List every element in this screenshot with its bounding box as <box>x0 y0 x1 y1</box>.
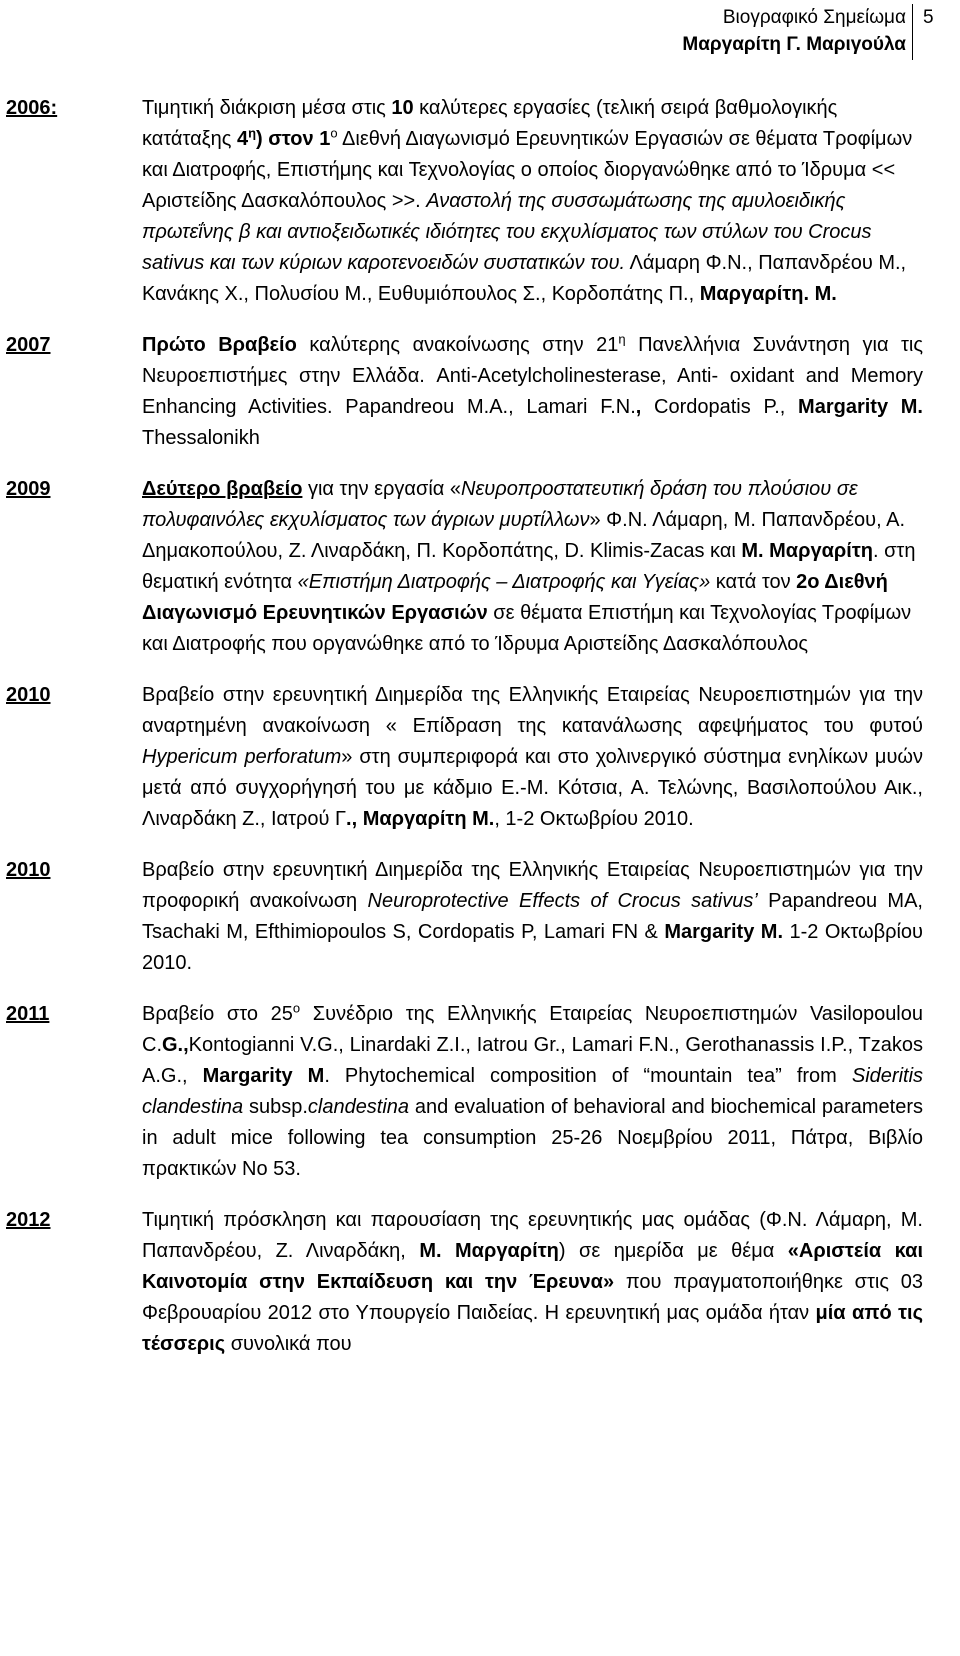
entry-text: Δεύτερο βραβείο για την εργασία «Νευροπροστατευτική δράση του πλούσιου σε πολυφαινόλες εκχυλίσματος των άγριων μυρτίλλων» Φ.Ν. Λάμαρη, Μ. Παπανδρέου, Α. Δημακοπούλου, Ζ. Λιναρδάκη, Π. Κορδοπάτης, D. Klimis-Zacas και Μ. Μαργαρίτη. στη θεματική ενότητα «Επιστήμη Διατροφής – Διατροφής και Υγείας» κατά τον 2ο Διεθνή Διαγωνισμό Ερευνητικών Εργασιών σε θέματα Επιστήμη και Τεχνολογίας Τροφίμων και Διατροφής που οργανώθηκε από το Ίδρυμα Αριστείδης Δασκαλόπουλος <box>142 478 916 655</box>
entry-text: Βραβείο στην ερευνητική Διημερίδα της Ελληνικής Εταιρείας Νευροεπιστημών για την αναρτημένη ανακοίνωση « Επίδραση της κατανάλωσης αφεψήματος του φυτού Hypericum perforatum» στη συμπεριφορά και στο χολινεργικό σύστημα ενηλίκων μυών μετά από συγχορήγησή του με κάδμιο Ε.-Μ. Κότσια, Α. Τελώνης, Βασιλοπούλου Αικ., Λιναρδάκη Ζ., Ιατρού Γ., Μαργαρίτη Μ., 1-2 Οκτωβρίου 2010. <box>142 684 924 830</box>
entry-year: 2009 <box>6 478 51 500</box>
entry-year: 2010 <box>6 859 51 881</box>
entry-text: Βραβείο στην ερευνητική Διημερίδα της Ελληνικής Εταιρείας Νευροεπιστημών για την προφορική ανακοίνωση Neuroprotective Effects of Crocus sativus’ Papandreou MA, Tsachaki M, Efthimiopoulos S, Cordopatis P, Lamari FN & Margarity M. 1-2 Οκτωβρίου 2010. <box>142 859 923 974</box>
award-entry-2010-poster <box>0 680 960 835</box>
running-header <box>586 4 906 58</box>
entry-year: 2007 <box>6 334 51 356</box>
entry-year: 2012 <box>6 1209 51 1231</box>
entry-text: Τιμητική διάκριση μέσα στις 10 καλύτερες εργασίες (τελική σειρά βαθμολογικής κατάταξης $4^\eta$) στον $1^o$ Διεθνή Διαγωνισμό Ερευνητικών Εργασιών σε θέματα Τροφίμων και Διατροφής, Επιστήμης και Τεχνολογίας ο οποίος διοργανώθηκε από το Ίδρυμα << Αριστείδης Δασκαλόπουλος >>. Αναστολή της συσσωμάτωσης της αμυλοειδικής πρωτεΐνης β και αντιοξειδωτικές ιδιότητες του εκχυλίσματος των στύλων του Crocus sativus και των κύριων καροτενοειδών συστατικών του. Λάμαρη Φ.Ν., Παπανδρέου Μ., Κανάκης Χ., Πολυσίου Μ., Ευθυμιόπουλος Σ., Κορδοπάτης Π., Μαργαρίτη. Μ. <box>142 97 913 305</box>
entry-year: 2011 <box>6 1003 50 1025</box>
header-title: Βιογραφικό Σημείωμα <box>722 7 906 28</box>
entry-text: Πρώτο Βραβείο καλύτερης ανακοίνωσης στην $21^\eta$ Πανελλήνια Συνάντηση για τις Νευροεπιστήμες στην Ελλάδα. Anti-Acetylcholinesterase, Anti- oxidant and Memory Enhancing Activities. Papandreou M.A., Lamari F.N., Cordopatis P., Margarity M. Thessalonikh <box>142 331 923 449</box>
award-entry-2011 <box>0 999 960 1185</box>
page-number: 5 <box>912 4 952 60</box>
entry-text: Τιμητική πρόσκληση και παρουσίαση της ερευνητικής μας ομάδας (Φ.Ν. Λάμαρη, Μ. Παπανδρέου, Ζ. Λιναρδάκη, Μ. Μαργαρίτη) σε ημερίδα με θέμα «Αριστεία και Καινοτομία στην Εκπαίδευση και την Έρευνα» που πραγματοποιήθηκε στις 03 Φεβρουαρίου 2012 στο Υπουργείο Παιδείας. Η ερευνητική μας ομάδα ήταν μία από τις τέσσερις συνολικά που <box>142 1209 924 1355</box>
award-entry-2007 <box>0 330 960 454</box>
awards-list <box>0 93 960 1380</box>
header-author-name: Μαργαρίτη Γ. Μαριγούλα <box>682 34 906 55</box>
award-entry-2012 <box>0 1205 960 1360</box>
award-entry-2006 <box>0 93 960 310</box>
entry-text: Βραβείο στο $25^o$ Συνέδριο της Ελληνικής Εταιρείας Νευροεπιστημών Vasilopoulou C.G.,Kontogianni V.G., Linardaki Z.I., Iatrou Gr., Lamari F.N., Gerothanassis I.P., Tzakos A.G., Margarity M. Phytochemical composition of “mountain tea” from Sideritis clandestina subsp.clandestina and evaluation of behavioral and biochemical parameters in adult mice following tea consumption 25-26 Νοεμβρίου 2011, Πάτρα, Βιβλίο πρακτικών Νο 53. <box>142 1000 924 1180</box>
entry-year: 2010 <box>6 684 51 706</box>
entry-year: 2006: <box>6 97 58 119</box>
award-entry-2010-oral <box>0 855 960 979</box>
award-entry-2009 <box>0 474 960 660</box>
